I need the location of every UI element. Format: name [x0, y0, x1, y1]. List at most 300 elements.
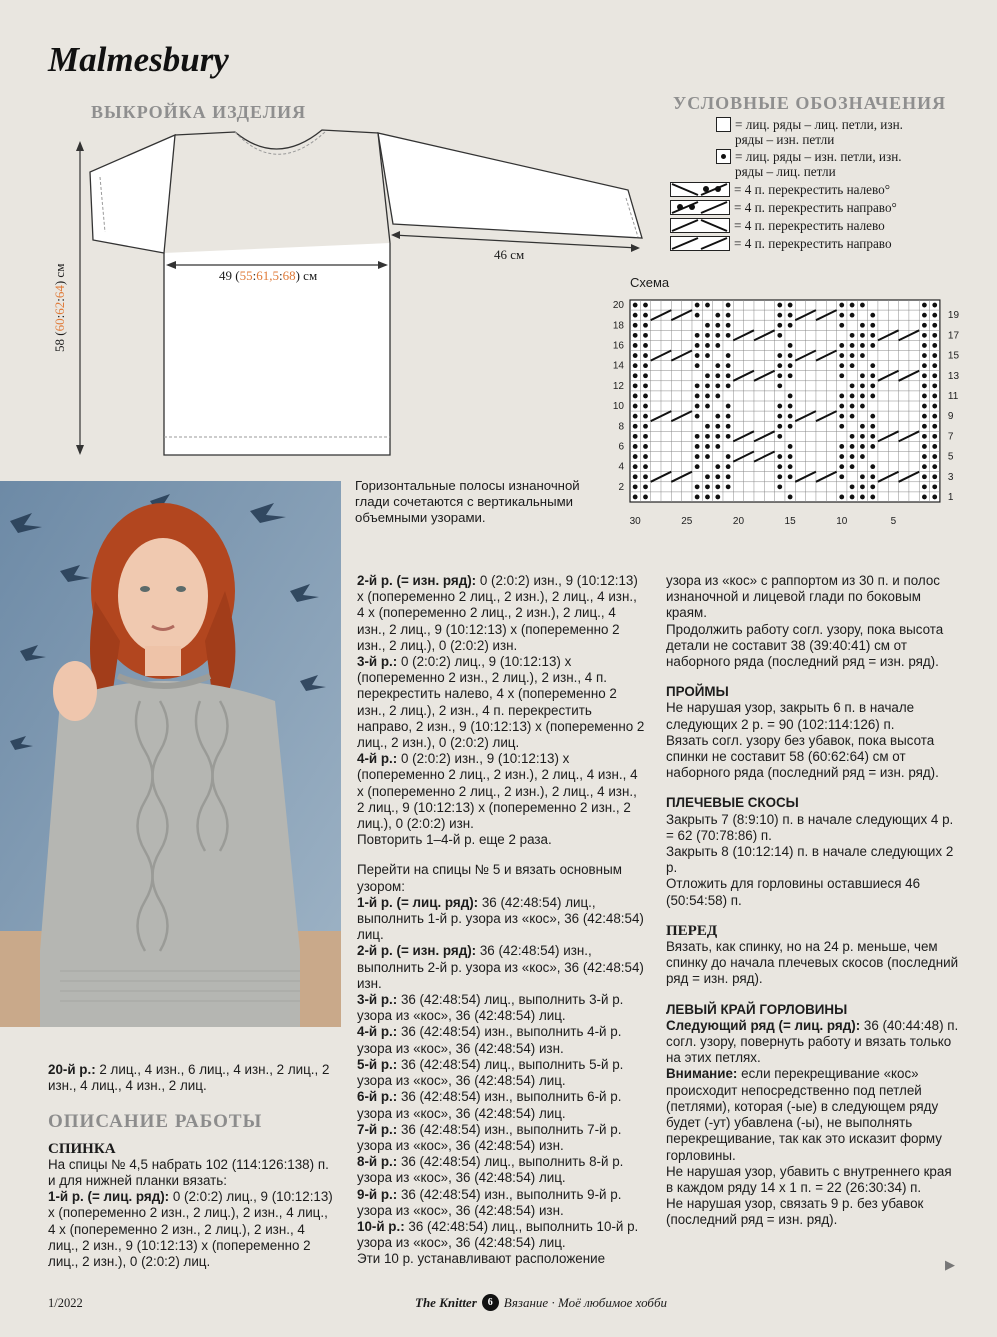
- purl-dot: [715, 313, 720, 318]
- front-heading: ПЕРЕД: [666, 922, 718, 939]
- main-row-9: 9-й р.: 36 (42:48:54) изн., выполнить 9-й р. узора из «кос», 36 (42:48:54) изн.: [357, 1186, 622, 1218]
- purl-dot: [850, 313, 855, 318]
- purl-dot: [715, 444, 720, 449]
- purl-dot: [860, 343, 865, 348]
- purl-dot: [715, 424, 720, 429]
- purl-dot: [777, 404, 782, 409]
- purl-dot: [695, 464, 700, 469]
- purl-dot: [695, 343, 700, 348]
- purl-dot: [932, 303, 937, 308]
- purl-dot: [870, 424, 875, 429]
- purl-dot: [726, 383, 731, 388]
- purl-dot: [726, 303, 731, 308]
- purl-dot: [726, 333, 731, 338]
- purl-dot: [850, 414, 855, 419]
- purl-dot: [705, 323, 710, 328]
- purl-dot: [932, 414, 937, 419]
- purl-dot: [839, 363, 844, 368]
- legend-item: = лиц. ряды – изн. петли, изн. ряды – лиц. петли: [716, 149, 902, 179]
- purl-dot: [860, 404, 865, 409]
- purl-dot: [932, 464, 937, 469]
- purl-dot: [777, 303, 782, 308]
- purl-dot: [643, 303, 648, 308]
- chart-right-tick: 5: [947, 451, 954, 463]
- purl-dot: [922, 323, 927, 328]
- purl-dot: [922, 495, 927, 500]
- purl-dot: [777, 424, 782, 429]
- purl-dot: [870, 394, 875, 399]
- purl-dot: [932, 363, 937, 368]
- purl-dot: [788, 495, 793, 500]
- purl-dot: [839, 424, 844, 429]
- purl-dot: [695, 454, 700, 459]
- row-1-instruction: 1-й р. (= лиц. ряд): 0 (2:0:2) лиц., 9 (10:12:13) х (попеременно 2 изн., 2 лиц.), 2 изн., 4 лиц., 4 х (попеременно 2 изн., 2 лиц.), 2 изн., 4 лиц., 2 изн., 9 (10:12:13) х (попеременно 2 лиц., 2 изн.), 0 (2:0:2) лиц.: [48, 1189, 333, 1270]
- legend-item: = 4 п. перекрестить налево: [670, 218, 885, 233]
- row-2-instruction: 2-й р. (= изн. ряд): 0 (2:0:2) изн., 9 (10:12:13) х (попеременно 2 лиц., 2 изн.), 2 лиц., 4 изн., 4 х (попеременно 2 лиц., 2 изн.), 2 лиц., 4 изн., 2 лиц., 9 (10:12:13) х (попеременно 2 изн., 2 лиц.), 0 (2:0:2) изн.: [357, 573, 638, 653]
- purl-dot: [643, 434, 648, 439]
- purl-dot: [922, 454, 927, 459]
- legend-item: = 4 п. перекрестить направо°: [670, 200, 897, 215]
- purl-dot: [633, 464, 638, 469]
- main-row-8: 8-й р.: 36 (42:48:54) лиц., выполнить 8-й р. узора из «кос», 36 (42:48:54) лиц.: [357, 1154, 624, 1186]
- purl-dot: [860, 333, 865, 338]
- page-number: 6: [482, 1294, 499, 1311]
- purl-dot: [726, 353, 731, 358]
- purl-dot: [922, 343, 927, 348]
- purl-dot: [633, 444, 638, 449]
- purl-dot: [932, 343, 937, 348]
- purl-dot: [870, 495, 875, 500]
- height-label: 58 (60:62:64) см: [52, 263, 67, 352]
- photo-caption: Горизонтальные полосы изнаночной глади сочетаются с вертикальными объемными узорами.: [355, 478, 580, 525]
- purl-dot: [715, 414, 720, 419]
- purl-dot: [932, 394, 937, 399]
- purl-dot: [932, 454, 937, 459]
- purl-dot: [860, 434, 865, 439]
- purl-dot: [870, 464, 875, 469]
- purl-dot: [870, 484, 875, 489]
- purl-dot: [839, 303, 844, 308]
- neck-heading: ЛЕВЫЙ КРАЙ ГОРЛОВИНЫ: [666, 1001, 848, 1017]
- cable-left-purl-icon: [670, 182, 730, 197]
- chart-right-tick: 13: [947, 370, 960, 382]
- purl-dot: [922, 313, 927, 318]
- purl-dot: [860, 495, 865, 500]
- purl-dot: [932, 404, 937, 409]
- purl-dot: [932, 323, 937, 328]
- next-page-arrow-icon[interactable]: ▶: [945, 1257, 955, 1272]
- purl-dot: [870, 323, 875, 328]
- purl-dot: [777, 454, 782, 459]
- purl-dot: [695, 484, 700, 489]
- purl-dot: [922, 444, 927, 449]
- purl-dot: [839, 343, 844, 348]
- purl-dot: [850, 363, 855, 368]
- purl-dot: [695, 404, 700, 409]
- purl-dot: [633, 394, 638, 399]
- purl-dot: [777, 383, 782, 388]
- purl-dot: [922, 434, 927, 439]
- purl-dot: [633, 404, 638, 409]
- chart-right-tick: 19: [947, 310, 960, 322]
- purl-dot: [705, 303, 710, 308]
- purl-dot: [643, 313, 648, 318]
- purl-dot: [788, 404, 793, 409]
- purl-dot: [726, 363, 731, 368]
- purl-dot: [633, 323, 638, 328]
- purl-dot: [850, 484, 855, 489]
- purl-dot: [633, 454, 638, 459]
- purl-dot: [839, 474, 844, 479]
- purl-dot: [922, 353, 927, 358]
- chart-bottom-tick: 30: [629, 516, 641, 527]
- purl-dot: [777, 373, 782, 378]
- legend-heading: УСЛОВНЫЕ ОБОЗНАЧЕНИЯ: [673, 93, 947, 113]
- chart-right-tick: 1: [947, 491, 954, 503]
- purl-dot: [788, 464, 793, 469]
- purl-dot: [860, 303, 865, 308]
- purl-dot: [870, 373, 875, 378]
- purl-dot: [726, 424, 731, 429]
- switch-needles: Перейти на спицы № 5 и вязать основным узором:: [357, 862, 622, 894]
- back-intro: На спицы № 4,5 набрать 102 (114:126:138) п. и для нижней планки вязать:: [48, 1156, 329, 1189]
- purl-dot: [633, 484, 638, 489]
- purl-dot: [777, 353, 782, 358]
- purl-dot: [715, 363, 720, 368]
- purl-dot: [922, 383, 927, 388]
- purl-dot: [726, 404, 731, 409]
- purl-dot: [695, 414, 700, 419]
- purl-dot: [643, 404, 648, 409]
- row-4-instruction: 4-й р.: 0 (2:0:2) изн., 9 (10:12:13) х (попеременно 2 лиц., 2 изн.), 2 лиц., 4 изн., 4 х (попеременно 2 лиц., 2 изн.), 2 лиц., 4 изн., 2 лиц., 9 (10:12:13) х (попеременно 2 изн., 2 лиц.), 0 (2:0:2) изн.: [357, 751, 638, 832]
- purl-dot: [777, 333, 782, 338]
- magazine-name: The Knitter: [415, 1294, 477, 1310]
- purl-dot: [777, 323, 782, 328]
- chart-left-tick: 10: [612, 401, 624, 413]
- purl-dot: [788, 303, 793, 308]
- purl-dot: [695, 434, 700, 439]
- model-photo: [0, 481, 341, 1027]
- neck-text-3: Не нарушая узор, убавить с внутреннего края в каждом ряду 14 х 1 п. = 22 (26:30:34) п.: [666, 1163, 952, 1195]
- purl-dot: [788, 444, 793, 449]
- purl-dot: [870, 474, 875, 479]
- main-row-2: 2-й р. (= изн. ряд): 36 (42:48:54) изн., выполнить 2-й р. узора из «кос», 36 (42:48:54) изн.: [357, 943, 644, 991]
- chart-left-tick: 2: [618, 481, 624, 493]
- main-row-10: 10-й р.: 36 (42:48:54) лиц., выполнить 10-й р. узора из «кос», 36 (42:48:54) лиц.: [357, 1218, 639, 1251]
- purl-dot: [643, 424, 648, 429]
- purl-dot: [633, 495, 638, 500]
- purl-dot: [932, 484, 937, 489]
- purl-dot: [922, 404, 927, 409]
- purl-dot: [715, 464, 720, 469]
- purl-dot: [643, 343, 648, 348]
- legend-item: = 4 п. перекрестить направо: [670, 236, 892, 251]
- chart-right-tick: 15: [947, 350, 960, 362]
- chart-right-tick: 3: [947, 471, 954, 483]
- purl-dot: [633, 373, 638, 378]
- purl-dot: [860, 373, 865, 378]
- purl-dot: [695, 333, 700, 338]
- purl-dot: [726, 373, 731, 378]
- armholes-text-2: Вязать согл. узору без убавок, пока высота спинки не составит 58 (60:62:64) см от наборного ряда (последний ряд = изн. ряд).: [666, 732, 939, 781]
- purl-dot: [777, 464, 782, 469]
- chart-bottom-tick: 25: [681, 516, 693, 527]
- purl-dot: [705, 474, 710, 479]
- purl-dot: [839, 373, 844, 378]
- purl-dot: [633, 343, 638, 348]
- main-row-3: 3-й р.: 36 (42:48:54) лиц., выполнить 3-й р. узора из «кос», 36 (42:48:54) лиц.: [357, 992, 624, 1024]
- purl-dot: [932, 373, 937, 378]
- chart-bottom-tick: 20: [732, 516, 745, 527]
- purl-dot: [643, 363, 648, 368]
- sleeve-label: 46 см: [494, 247, 525, 262]
- chart-right-tick: 7: [947, 431, 954, 443]
- purl-dot: [788, 363, 793, 368]
- purl-dot: [777, 363, 782, 368]
- chart-left-tick: 18: [612, 320, 624, 332]
- purl-dot: [850, 333, 855, 338]
- page-title: Malmesbury: [48, 40, 229, 79]
- purl-dot: [788, 424, 793, 429]
- purl-dot: [715, 323, 720, 328]
- purl-dot: [705, 484, 710, 489]
- purl-dot: [695, 363, 700, 368]
- purl-dot: [788, 454, 793, 459]
- purl-dot: [643, 484, 648, 489]
- purl-dot: [850, 434, 855, 439]
- purl-dot: [839, 454, 844, 459]
- purl-dot: [715, 373, 720, 378]
- purl-dot: [726, 464, 731, 469]
- purl-dot: [633, 424, 638, 429]
- purl-dot: [860, 484, 865, 489]
- purl-dot: [715, 333, 720, 338]
- magazine-tagline: Вязание · Моё любимое хобби: [503, 1294, 667, 1310]
- back-heading: СПИНКА: [48, 1140, 116, 1157]
- purl-dot: [932, 313, 937, 318]
- purl-dot: [726, 474, 731, 479]
- purl-dot: [715, 495, 720, 500]
- purl-dot: [932, 444, 937, 449]
- legend-item: = 4 п. перекрестить налево°: [670, 182, 890, 197]
- purl-dot: [932, 434, 937, 439]
- purl-dot: [839, 323, 844, 328]
- purl-dot: [788, 414, 793, 419]
- purl-dot: [633, 474, 638, 479]
- purl-dot: [932, 474, 937, 479]
- issue-number: 1/2022: [48, 1296, 83, 1310]
- purl-dot: [839, 464, 844, 469]
- pattern-intro: узора из «кос» с раппортом из 30 п. и полос изнаночной и лицевой глади по боковым краям.: [666, 573, 940, 621]
- purl-dot: [922, 303, 927, 308]
- purl-dot: [643, 373, 648, 378]
- chart-left-tick: 16: [612, 340, 624, 352]
- purl-dot: [633, 434, 638, 439]
- knit-chart: [600, 292, 970, 532]
- purl-dot: [715, 383, 720, 388]
- purl-dot: [633, 383, 638, 388]
- dot-square-icon: [716, 149, 731, 164]
- purl-dot: [932, 495, 937, 500]
- chart-right-tick: 17: [947, 330, 960, 342]
- purl-dot: [860, 353, 865, 358]
- purl-dot: [922, 373, 927, 378]
- purl-dot: [695, 444, 700, 449]
- purl-dot: [788, 353, 793, 358]
- purl-dot: [839, 495, 844, 500]
- purl-dot: [643, 323, 648, 328]
- continue-instruction: Продолжить работу согл. узору, пока высота детали не составит 38 (39:40:41) см от наборного ряда (последний ряд = изн. ряд).: [666, 621, 944, 670]
- chart-left-tick: 6: [618, 441, 624, 453]
- main-row-7: 7-й р.: 36 (42:48:54) изн., выполнить 7-й р. узора из «кос», 36 (42:48:54) изн.: [357, 1121, 622, 1153]
- main-row-1: 1-й р. (= лиц. ряд): 36 (42:48:54) лиц., выполнить 1-й р. узора из «кос», 36 (42:48:54) лиц.: [357, 894, 644, 943]
- chart-right-tick: 9: [947, 411, 954, 423]
- purl-dot: [715, 343, 720, 348]
- purl-dot: [777, 313, 782, 318]
- purl-dot: [839, 313, 844, 318]
- purl-dot: [777, 414, 782, 419]
- right-text-column: [666, 573, 960, 1229]
- description-heading: ОПИСАНИЕ РАБОТЫ: [48, 1111, 263, 1133]
- repeat-instruction: Повторить 1–4-й р. еще 2 раза.: [357, 832, 552, 848]
- purl-dot: [932, 424, 937, 429]
- sweater-schematic: [60, 125, 660, 465]
- purl-dot: [839, 414, 844, 419]
- purl-dot: [932, 353, 937, 358]
- purl-dot: [633, 313, 638, 318]
- width-label: 49 (55:61,5:68) см: [219, 268, 318, 283]
- purl-dot: [870, 333, 875, 338]
- middle-text-column: [357, 573, 647, 1268]
- chart-left-tick: 20: [612, 300, 624, 312]
- purl-dot: [922, 484, 927, 489]
- purl-dot: [705, 495, 710, 500]
- purl-dot: [850, 495, 855, 500]
- pattern-heading: ВЫКРОЙКА ИЗДЕЛИЯ: [91, 102, 307, 122]
- purl-dot: [695, 353, 700, 358]
- purl-dot: [860, 444, 865, 449]
- purl-dot: [922, 464, 927, 469]
- chart-left-tick: 4: [618, 461, 624, 473]
- purl-dot: [870, 434, 875, 439]
- main-row-4: 4-й р.: 36 (42:48:54) изн., выполнить 4-й р. узора из «кос», 36 (42:48:54) изн.: [357, 1024, 622, 1056]
- purl-dot: [860, 383, 865, 388]
- chart-label: Схема: [630, 275, 670, 290]
- chart-right-tick: 11: [947, 390, 959, 402]
- purl-dot: [850, 444, 855, 449]
- purl-dot: [695, 313, 700, 318]
- purl-dot: [788, 394, 793, 399]
- shoulders-text-2: Закрыть 8 (10:12:14) п. в начале следующих 2 р.: [666, 844, 954, 876]
- purl-dot: [777, 474, 782, 479]
- chart-bottom-tick: 10: [836, 516, 848, 527]
- legend-item: = лиц. ряды – лиц. петли, изн. ряды – изн. петли: [716, 117, 903, 147]
- main-row-6: 6-й р.: 36 (42:48:54) изн., выполнить 6-й р. узора из «кос», 36 (42:48:54) лиц.: [357, 1089, 622, 1121]
- purl-dot: [860, 323, 865, 328]
- purl-dot: [715, 474, 720, 479]
- purl-dot: [922, 424, 927, 429]
- purl-dot: [705, 353, 710, 358]
- empty-square-icon: [716, 117, 731, 132]
- purl-dot: [715, 484, 720, 489]
- purl-dot: [695, 394, 700, 399]
- purl-dot: [633, 303, 638, 308]
- main-row-5: 5-й р.: 36 (42:48:54) лиц., выполнить 5-й р. узора из «кос», 36 (42:48:54) лиц.: [357, 1056, 624, 1089]
- purl-dot: [643, 353, 648, 358]
- shoulders-text-1: Закрыть 7 (8:9:10) п. в начале следующих 4 р. = 62 (70:78:86) п.: [666, 811, 954, 843]
- purl-dot: [705, 383, 710, 388]
- purl-dot: [633, 414, 638, 419]
- purl-dot: [777, 484, 782, 489]
- purl-dot: [726, 414, 731, 419]
- purl-dot: [705, 343, 710, 348]
- purl-dot: [922, 363, 927, 368]
- cable-right-icon: [670, 236, 730, 251]
- purl-dot: [705, 333, 710, 338]
- purl-dot: [860, 424, 865, 429]
- chart-bottom-tick: 5: [890, 516, 897, 527]
- chart-bottom-tick: 15: [784, 516, 796, 527]
- rows-summary: Эти 10 р. устанавливают расположение: [357, 1251, 606, 1267]
- neck-text-4: Не нарушая узор, связать 9 р. без убавок (последний ряд = изн. ряд).: [666, 1196, 924, 1228]
- purl-dot: [726, 434, 731, 439]
- front-text: Вязать, как спинку, но на 24 р. меньше, чем спинку до начала плечевых скосов (последний ряд = изн. ряд).: [666, 939, 959, 987]
- purl-dot: [870, 383, 875, 388]
- purl-dot: [695, 495, 700, 500]
- neck-text-2: Внимание: если перекрещивание «кос» происходит непосредственно под петлей (петлями), которая (-ые) в следующем ряду будет (-ут) убавлена (-ы), не выполнять перекрещивание, так как это исказит форму горловины.: [666, 1066, 942, 1163]
- chart-left-tick: 12: [612, 380, 624, 392]
- purl-dot: [860, 454, 865, 459]
- purl-dot: [705, 444, 710, 449]
- purl-dot: [922, 414, 927, 419]
- left-text-column: [48, 1062, 338, 1270]
- purl-dot: [922, 394, 927, 399]
- purl-dot: [922, 333, 927, 338]
- purl-dot: [643, 454, 648, 459]
- purl-dot: [839, 353, 844, 358]
- cable-right-purl-icon: [670, 200, 730, 215]
- purl-dot: [633, 363, 638, 368]
- purl-dot: [788, 323, 793, 328]
- purl-dot: [860, 474, 865, 479]
- purl-dot: [788, 373, 793, 378]
- purl-dot: [643, 474, 648, 479]
- purl-dot: [777, 434, 782, 439]
- purl-dot: [705, 454, 710, 459]
- purl-dot: [850, 383, 855, 388]
- chart-left-tick: 14: [612, 360, 624, 372]
- purl-dot: [633, 353, 638, 358]
- purl-dot: [643, 383, 648, 388]
- purl-dot: [643, 333, 648, 338]
- purl-dot: [643, 414, 648, 419]
- purl-dot: [705, 394, 710, 399]
- purl-dot: [850, 404, 855, 409]
- purl-dot: [643, 464, 648, 469]
- purl-dot: [726, 323, 731, 328]
- purl-dot: [839, 444, 844, 449]
- purl-dot: [850, 394, 855, 399]
- purl-dot: [715, 394, 720, 399]
- purl-dot: [870, 343, 875, 348]
- chart-left-tick: 8: [618, 421, 624, 433]
- purl-dot: [932, 333, 937, 338]
- armholes-text-1: Не нарушая узор, закрыть 6 п. в начале следующих 2 р. = 90 (102:114:126) п.: [666, 700, 915, 732]
- purl-dot: [643, 394, 648, 399]
- row-20-instruction: 20-й р.: 2 лиц., 4 изн., 6 лиц., 4 изн., 2 лиц., 2 изн., 4 лиц., 4 изн., 2 лиц.: [48, 1062, 330, 1094]
- purl-dot: [705, 404, 710, 409]
- purl-dot: [850, 454, 855, 459]
